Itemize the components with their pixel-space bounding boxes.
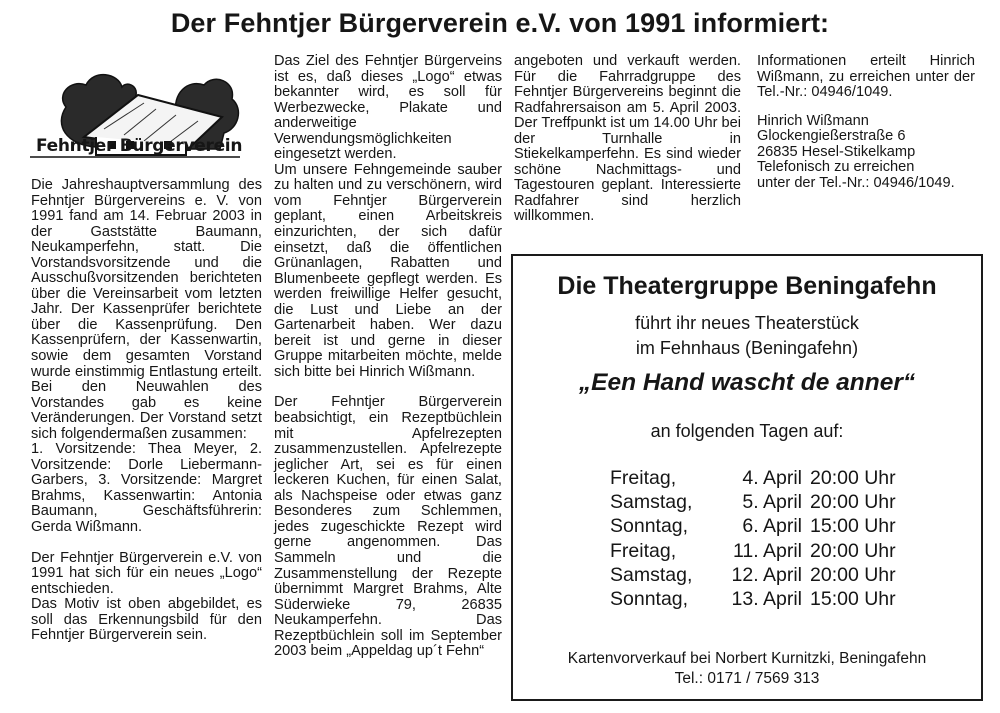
play-title: „Een Hand wascht de anner“	[578, 369, 916, 396]
presale-phone: Tel.: 0171 / 7569 313	[674, 670, 820, 687]
schedule-day: Sonntag,	[610, 515, 689, 538]
theater-line-2: im Fehnhaus (Beningafehn)	[635, 338, 859, 358]
schedule-date: 4. April	[742, 467, 802, 489]
article-column-4	[757, 54, 975, 191]
contact-address	[757, 114, 975, 192]
schedule-day: Sonntag,	[610, 587, 689, 610]
headline: Der Fehntjer Bürgerverein e.V. von 1991 informiert:	[170, 8, 830, 38]
theater-announcement-box	[511, 254, 983, 701]
logo-text: Fehntjer Bürgerverein	[36, 136, 243, 156]
schedule-day: Freitag,	[610, 539, 677, 562]
schedule-date: 13. April	[731, 587, 802, 610]
schedule-time: 20:00 Uhr	[810, 539, 896, 562]
address-line: Telefonisch zu erreichen	[757, 159, 915, 176]
schedule-time: 15:00 Uhr	[810, 515, 896, 538]
schedule-time: 15:00 Uhr	[810, 587, 896, 610]
schedule-date: 6. April	[742, 515, 802, 538]
schedule-date: 5. April	[742, 491, 802, 514]
address-line: unter der Tel.-Nr.: 04946/1049.	[757, 174, 955, 191]
address-line: Glockengießerstraße 6	[757, 128, 906, 145]
days-intro: an folgenden Tagen auf:	[650, 421, 844, 441]
schedule-day: Freitag,	[610, 467, 677, 489]
paragraph: 1. Vorsitzende: Thea Meyer, 2. Vorsitzende: Dorle Liebermann-Garbers, 3. Vorsitzende: Margret Brahms, Kassenwartin: Antonia Baumann, Geschäftsführerin: Gerda Wißmann.	[31, 441, 262, 536]
theater-title: Die Theatergruppe Beningafehn	[557, 272, 937, 300]
article-column-1	[31, 178, 262, 644]
paragraph: Der Fehntjer Bürgerverein beabsichtigt, ein Rezeptbüchlein mit Apfelrezepten zusammenzustellen. Apfelrezepte jeglicher Art, sei es für einen leckeren Kuchen, für einen Salat, als Nachspeise oder etwas ganz Besonderes zum Schlemmen, jedes zugeschickte Rezept wird gerne angenommen. Das Sammeln und die Zusammenstellung der Rezepte übernimmt Margret Brahms, Alte Süderwieke 79, 26835 Neukamperfehn. Das Rezeptbüchlein soll im September 2003 beim „Appeldag up´t Fehn“	[274, 394, 502, 660]
schedule-date: 11. April	[732, 539, 802, 562]
address-line: 26835 Hesel-Stikelkamp	[757, 143, 916, 160]
theater-line-1: führt ihr neues Theaterstück	[635, 313, 859, 333]
schedule-time: 20:00 Uhr	[810, 467, 896, 489]
paragraph: angeboten und verkauft werden. Für die Fahrradgruppe des Fehntjer Bürgervereins beginnt die Radfahrersaison am 5. April 2003. Der Treffpunkt ist um 14.00 Uhr bei der Turnhalle in Stiekelkamperfehn. Es sind wieder schöne Nachmittags- und Tagestouren geplant. Interessierte Radfahrer sind herzlich willkommen.	[514, 53, 741, 225]
article-column-2	[274, 54, 502, 660]
paragraph: Das Motiv ist oben abgebildet, es soll das Erkennungsbild für den Fehntjer Bürgerverein sein.	[31, 596, 262, 644]
paragraph: Um unsere Fehngemeinde sauber zu halten und zu verschönern, wird vom Fehntjer Bürgerverein geplant, einen Arbeitskreis einzurichten, der sich dafür einsetzt, daß die öffentlichen Grünanlagen, Rabatten und Blumenbeete gepflegt werden. Es werden freiwillige Helfer gesucht, die Lust und Liebe an der Gartenarbeit haben. Wer dazu bereit ist und gerne in dieser Gruppe mitarbeiten möchte, melde sich bitte bei Hinrich Wißmann.	[274, 161, 502, 380]
paragraph: Die Jahreshauptversammlung des Fehntjer Bürgervereins e. V. von 1991 fand am 14. Februar 2003 in der Gaststätte Baumann, Neukamperfehn, statt. Die Vorstandsvorsitzende und die Ausschußvorsitzenden berichteten über die Vereinsarbeit vom letzten Jahr. Der Kassenprüfer berichtete über die Kassenprüfung. Den Kassenprüfern, der Kassenwartin, sowie dem gesamten Vorstand wurde einstimmig Entlastung erteilt. Bei den Neuwahlen des Vorstandes gab es keine Veränderungen. Der Vorstand setzt sich folgendermaßen zusammen:	[31, 177, 262, 442]
article-column-3	[514, 54, 741, 225]
schedule-time: 20:00 Uhr	[810, 491, 896, 514]
schedule-date: 12. April	[731, 563, 802, 586]
paragraph: Das Ziel des Fehntjer Bürgerveins ist es, daß dieses „Logo“ etwas bekannter wird, es soll für Werbezwecke, Plakate und anderweitige Verwendungsmöglichkeiten eingesetzt werden.	[274, 53, 502, 163]
address-line: Hinrich Wißmann	[757, 112, 869, 129]
contact-info: Informationen erteilt Hinrich Wißmann, zu erreichen unter der Tel.-Nr.: 04946/1049.	[757, 53, 975, 101]
presale-info: Kartenvorverkauf bei Norbert Kurnitzki, Beningafehn	[567, 650, 927, 667]
paragraph: Der Fehntjer Bürgerverein e.V. von 1991 hat sich für ein neues „Logo“ entschieden.	[31, 549, 262, 597]
schedule-day: Samstag,	[610, 491, 693, 514]
schedule-time: 20:00 Uhr	[810, 563, 896, 586]
schedule-day: Samstag,	[610, 563, 693, 586]
